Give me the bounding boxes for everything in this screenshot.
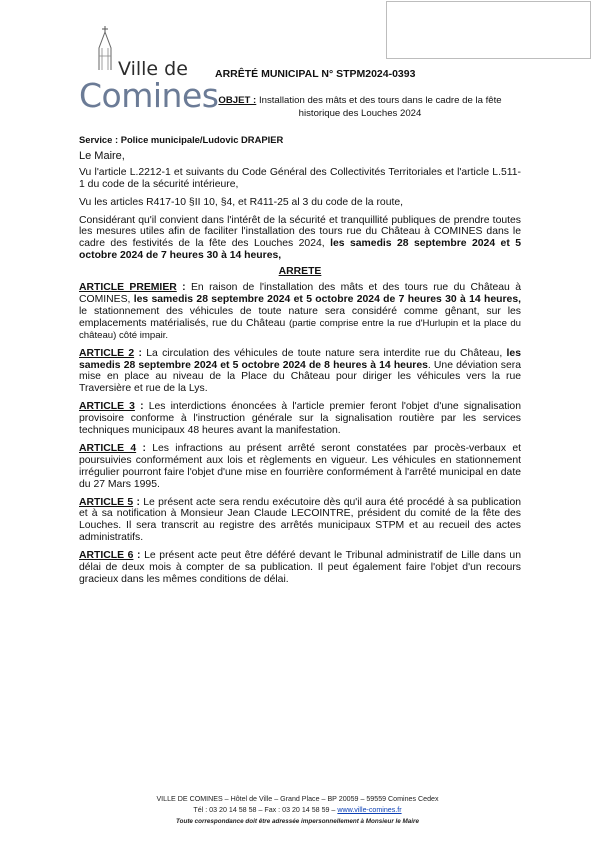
article-4	[79, 443, 521, 491]
article-5-text: Le présent acte sera rendu exécutoire dès qu'il aura été procédé à sa publication et à sa notification à Monsieur Jean Claude LECOINTRE, président du comité de la fête des Louches. Il sera transcrit au registre des arrêtés municipaux STPM et au recueil des actes administratifs.	[79, 496, 522, 544]
article-4-label: ARTICLE 4	[79, 442, 137, 454]
church-spire-icon	[94, 26, 116, 70]
article-2	[79, 348, 521, 396]
ville-de-comines-logo	[78, 26, 219, 115]
le-maire: Le Maire,	[79, 149, 125, 162]
vu-paragraph-2: Vu les articles R417-10 §II 10, §4, et R411-25 al 3 du code de la route,	[79, 196, 404, 208]
article-3-text: Les interdictions énoncées à l'article premier feront l'objet d'une signalisation provisoire conforme à l'instruction générale sur la signalisation routière par les services techniques municipaux 48 heures avant la manifestation.	[79, 401, 521, 437]
page-footer	[60, 794, 535, 827]
considerant-paragraph	[79, 215, 521, 263]
service-line: Service : Police municipale/Ludovic DRAPIER	[79, 134, 284, 145]
arrete-heading: ARRETE	[278, 266, 322, 278]
objet-text: Installation des mâts et des tours dans le cadre de la fête historique des Louches 2024	[258, 95, 502, 119]
article-2-sep: :	[134, 347, 147, 359]
article-5-sep: :	[133, 496, 144, 508]
arrete-title: ARRÊTÉ MUNICIPAL N° STPM2024-0393	[215, 68, 416, 80]
logo-line2: Comines	[79, 76, 219, 115]
considerant-dates: les samedis 28 septembre 2024 et 5 octobre 2024 de 7 heures 30 à 14 heures,	[79, 238, 521, 262]
article-1-text-1: En raison de l'installation des mâts et des tours rue du Château à COMINES,	[79, 282, 521, 305]
article-2-label: ARTICLE 2	[79, 347, 135, 359]
article-3-label: ARTICLE 3	[79, 401, 135, 413]
article-6-sep: :	[133, 550, 145, 562]
article-6-label: ARTICLE 6	[79, 550, 134, 562]
article-4-text: Les infractions au présent arrêté seront constatées par procès-verbaux et poursuivies conformément aux lois et règlements en vigueur. Les véhicules en stationnement irrégulier pourront faire l'objet d'une mise en fourrière conformément à l'arrêté municipal en date du 27 Mars 1995.	[79, 442, 521, 490]
objet-block	[200, 95, 520, 120]
footer-phone-fax: Tél : 03 20 14 58 58 – Fax : 03 20 14 58 59 –	[193, 806, 338, 814]
logo-line1: Ville de	[118, 58, 188, 80]
article-4-sep: :	[136, 442, 153, 454]
article-2-dates: les samedis 28 septembre 2024 et 5 octobre 2024 de 8 heures à 14 heures	[79, 347, 521, 371]
article-6	[79, 550, 521, 586]
footer-notice: Toute correspondance doit être adressée impersonnellement à Monsieur le Maire	[176, 818, 419, 825]
article-3	[79, 401, 521, 437]
article-2-text-2: . Une déviation sera mise en place au niveau de la Place du Château pour diriger les véhicules vers la rue Traversière et rue de la Lys.	[79, 359, 521, 395]
objet-label: OBJET :	[218, 95, 257, 106]
stamp-box	[386, 1, 591, 59]
article-1	[79, 282, 521, 342]
article-1-dates: les samedis 28 septembre 2024 et 5 octobre 2024 de 7 heures 30 à 14 heures,	[133, 293, 521, 305]
article-1-text-3: (partie comprise entre la rue d'Hurlupin et la place du château) côté impair.	[79, 317, 521, 341]
footer-address: VILLE DE COMINES – Hôtel de Ville – Grand Place – BP 20059 – 59559 Comines Cedex	[156, 795, 439, 803]
article-2-text-1: La circulation des véhicules de toute nature sera interdite rue du Château,	[146, 347, 507, 359]
article-5-label: ARTICLE 5	[79, 496, 134, 508]
considerant-text: Considérant qu'il convient dans l'intérêt de la sécurité et tranquillité publiques de prendre toutes les mesures utiles afin de faciliter l'installation des tours rue du Château à COMINES dans le cadre des festivités de la fête des Louches 2024,	[79, 214, 521, 250]
arrete-body	[79, 134, 521, 586]
article-3-sep: :	[134, 401, 149, 413]
website-link[interactable]: www.ville-comines.fr	[337, 806, 402, 814]
footer-contact	[60, 805, 535, 816]
article-6-text: Le présent acte peut être déféré devant le Tribunal administratif de Lille dans un délai de deux mois à compter de sa publication. Il peut également faire l'objet d'un recours gracieux dans les mêmes conditions de délai.	[79, 550, 521, 585]
article-5	[79, 497, 521, 545]
article-1-text-2: le stationnement des véhicules de toute nature sera considéré comme gênant, sur les emplacements matérialisés, rue du Château	[79, 305, 521, 329]
article-1-label: ARTICLE PREMIER	[79, 282, 177, 294]
vu-paragraph-1: Vu l'article L.2212-1 et suivants du Code Général des Collectivités Territoriales et l'article L.511-1 du code de la sécurité intérieure,	[79, 166, 521, 190]
article-1-sep: :	[176, 282, 191, 294]
